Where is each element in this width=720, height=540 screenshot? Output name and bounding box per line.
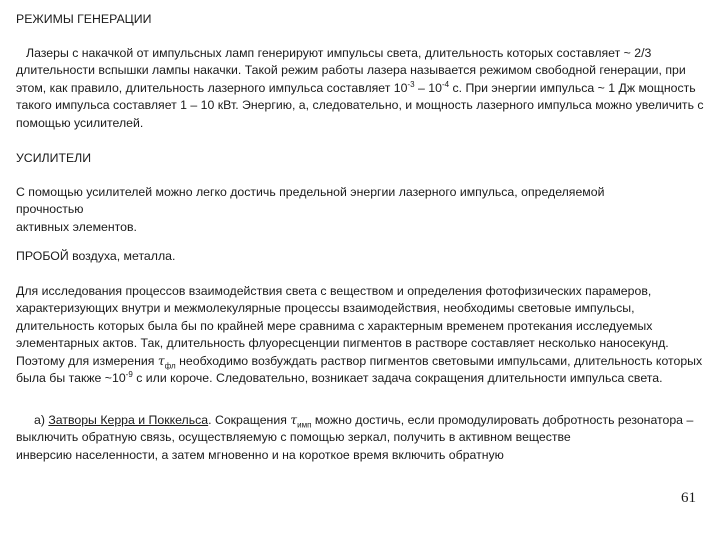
tau-subscript-fl: фл	[164, 361, 176, 371]
paragraph-pulse-duration	[16, 283, 706, 387]
p4-line-3: инверсию населенности, а затем мгновенно и на короткое время включить обратную	[16, 447, 504, 462]
p4-text-b: можно достичь, если промодулировать добротность резонатора – выключить обратную связь, осуществляемую с помощью зеркал, получить в активном веществе	[16, 413, 694, 445]
tau-symbol-imp: τ	[290, 413, 298, 427]
paragraph-amplifiers	[16, 184, 706, 236]
kerr-pockels-link[interactable]: Затворы Керра и Поккельса	[48, 413, 209, 427]
section-heading-breakdown: ПРОБОЙ воздуха, металла.	[16, 249, 176, 263]
section-heading-amplifiers: УСИЛИТЕЛИ	[16, 151, 92, 165]
p2-line-1: С помощью усилителей можно легко достичь предельной энергии лазерного импульса, определяемой	[16, 185, 605, 199]
p3-text-c: с или короче. Следовательно, возникает задача сокращения длительности импульса света.	[132, 371, 663, 386]
p1-text-b: – 10	[414, 80, 442, 95]
p2-line-2: прочностью	[16, 202, 84, 217]
p3-exponent: -9	[125, 369, 133, 379]
page-number: 61	[681, 490, 696, 506]
p3-text-a: Для исследования процессов взаимодействия света с веществом и определения фотофизических парамеров, характеризующих внутри и межмолекулярные процессы взаимодействия, необходимы световые импульсы, длительность которых была бы по крайней мере сравнима с характерным временем протекания исследуемых элементарных актов. Так, длительность флуоресценции пигментов в растворе составляет несколько наносекунд. Поэтому для измерения	[16, 284, 669, 368]
p1-exponent-2: -4	[441, 79, 450, 89]
tau-subscript-imp: имп	[297, 420, 312, 430]
tau-symbol: τ	[157, 353, 165, 368]
p1-exponent-1: -3	[407, 79, 415, 89]
p1-text-a: Лазеры с накачкой от импульсных ламп генерируют импульсы света, длительность которых составляет ~ 2/3 длительности вспышки лампы накачки. Такой режим работы лазера называется режимом свободной генерации, при этом, как правило, длительность лазерного импульса составляет 10	[16, 46, 686, 95]
paragraph-free-generation	[16, 45, 706, 132]
p2-line-3: активных элементов.	[16, 219, 137, 234]
page-title: РЕЖИМЫ ГЕНЕРАЦИИ	[16, 12, 152, 26]
p4-text-a: . Сокращения	[208, 413, 291, 427]
p4-prefix: а)	[34, 413, 49, 427]
paragraph-kerr-pockels	[16, 412, 706, 464]
p3-text-b: необходимо возбуждать раствор пигментов световыми импульсами, длительность которых была бы также ~10	[16, 353, 703, 386]
p1-text-c: с. При энергии импульса ~ 1 Дж мощность такого импульса составляет 1 – 10 кВт. Энергию, а, следовательно, и мощность лазерного импульса можно увеличить с помощью усилителей.	[16, 80, 704, 130]
